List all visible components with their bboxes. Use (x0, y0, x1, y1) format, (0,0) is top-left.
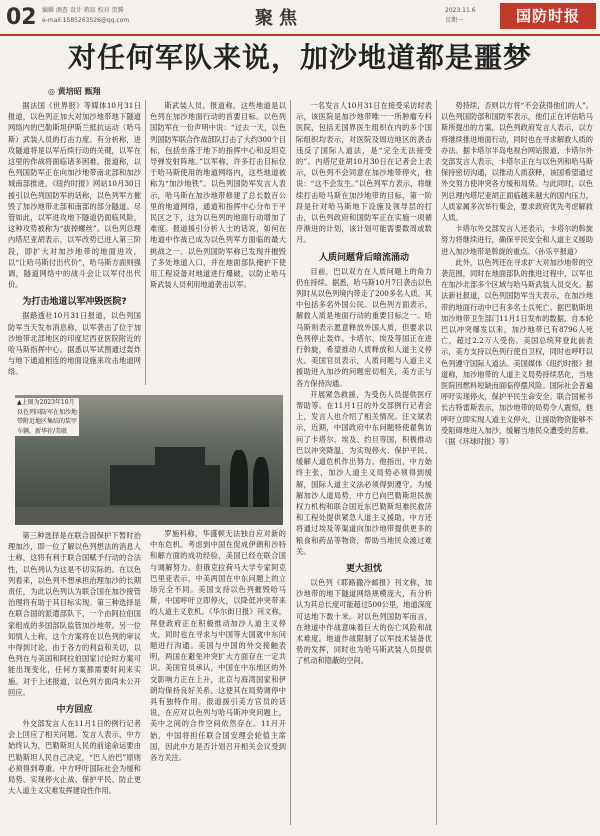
article-column-2-lower (150, 398, 286, 828)
paragraph: 据路透社10月31日报道，以色列国防军当天发布消息称，以军袭击了位于加沙地带北部地区的印度尼西亚医院附近的哈马斯指挥中心。据悉以军试图通过轰炸与地下通道相连的地面设施来攻击地道网络。 (8, 311, 141, 377)
column-divider (290, 100, 291, 825)
paragraph: 外交部发言人在11月1日的例行记者会上回应了相关问题。发言人表示，中方始终认为，巴勒斯坦人民的前途命运要由巴勒斯坦人民自己决定，“巴人治巴”原则必须得到尊重。中方呼吁国际社会为缓和局势、实现停火止战、保护平民、防止更大人道主义灾难发挥建设性作用。 (8, 719, 141, 796)
editors-line: 编辑 酒查 设计 蒋辰 校对 贺腾 (42, 7, 124, 14)
page-number: 02 (6, 5, 37, 30)
caption-text: 上图为2023年10月以色列国防军在加沙地带附近地区集结的装甲车辆。新华社/美联 (17, 399, 78, 435)
subheading: 中方回应 (56, 705, 93, 716)
photo-caption: ▲上图为2023年10月以色列国防军在加沙地带附近地区集结的装甲车辆。新华社/美联 (17, 399, 78, 435)
issue-date (445, 6, 476, 26)
article-column-2 (150, 100, 286, 388)
paragraph: 势持续，否则以方将“不会获得他们的人”。以色列国防部和国防军表示，他们正在评估哈马斯所提出的方案，以色列政府发言人表示，以方将继续推进地面行动，同时也在寻求解救人质的办法。据卡塔尔半岛电视台网站报道，卡塔尔外交部发言人表示，卡塔尔正在与以色列和哈马斯保持密切沟通，以推动人质获释，该国希望通过外交努力使冲突各方缓和局势。与此同时，以色列总理内塔尼亚胡正面临越来越大的国内压力，人质家属多次举行集会，要求政府优先考虑解救人质。 (441, 101, 593, 223)
article-column-1-lower (8, 530, 141, 828)
byline-authors: 黄培昭 甄翔 (57, 87, 101, 96)
article-column-4 (441, 100, 593, 828)
paragraph: 此外，以色列还在寻求扩大对加沙地带的空袭范围，同时在地面部队的推进过程中，以军也在加沙北部多个区域与哈马斯武装人员交火。据法新社报道，以色列国防军当天表示，在加沙地带的地面行动中已有多名士兵死亡。据巴勒斯坦加沙地带卫生部门11月1日发布的数据，自本轮巴以冲突爆发以来，加沙地带已有8796人死亡，超过2.2万人受伤。美国总统拜登此前表示，美方支持以色列行使自卫权，同时也呼吁以色列遵守国际人道法。美国媒体《纽约时报》报道称，加沙地带的人道主义局势持续恶化，当地医院因燃料短缺而面临停摆风险。国际社会普遍呼吁实现停火，保护平民生命安全。联合国秘书长古特雷斯表示，加沙地带的局势令人震惊，他呼吁立即实现人道主义停火，让援助物资能够不受阻碍地进入加沙，缓解当地民众遭受的苦难。（据《环球时报》等） (441, 257, 593, 447)
paragraph: 目前，巴以双方在人质问题上的角力仍在持续。据悉，哈马斯10月7日袭击以色列时从以色列境内带走了200多名人质，其中包括多名外国公民。以色列方面表示，解救人质是地面行动的重要目标之一。哈马斯则表示愿意释放外国人质，但要求以色列停止轰炸。卡塔尔、埃及等国正在进行斡旋，希望推动人质释放和人道主义停火。美国官员表示，人质问题与人道主义援助进入加沙的问题密切相关，美方正与各方保持沟通。 (296, 266, 432, 388)
editor-credits (42, 6, 129, 26)
paragraph: 据法国《世界报》等媒体10月31日报道，以色列正加大对加沙地带地下隧道网络内的巴勒斯坦伊斯兰抵抗运动（哈马斯）武装人员的打击力度。有分析称，进攻隧道将是以军后续行动的关键，以军在这里的作战将面临诸多困难。报道称，以色列国防军正在向加沙地带南北部和加沙城南部推进，《纽约时报》网站10月30日援引以色列国防军的话称，以色列军方摧毁了加沙地带北部和南部的部分隧道。尽管如此，以军进攻地下隧道仍面临风险，这种攻势被称为“拔掉螺丝”。以色列总理内塔尼亚胡表示，以军改势已进入第三阶段，即扩大对加沙地带的地面进攻，以“让哈马斯付出代价”，哈马斯方面则强调，隧道网络中的战斗会让以军付出代价。 (8, 101, 141, 290)
article-column-1 (8, 100, 141, 388)
paragraph: 卡塔尔外交部发言人还表示，卡塔尔的斡旋努力将继续进行，确保平民安全和人道主义援助进入加沙地带是斡旋的重点。（孙乐平报道） (441, 224, 593, 256)
paragraph: 第三种选择是在联合国保护下暂时治理加沙，即一位了解以色列想法的消息人士称，这将有利于联合国赋予行动的合法性，以色列认为这是不切实际的。在以色列看来，以色列不想承担治理加沙的长期责任，为此以色列认为联合国在加沙接管治理将有助于其目标实现。第三种选择是在联合国的派遣部队下，一个由阿拉伯国家组成的多国部队监管加沙地带。另一位知情人士称，这个方案将在以色列的审议中得到讨论，由于各方的利益和关切，以色列在与美国和阿拉伯国家讨论时方案可能出现变化，任何方案都需要时间来实施。对于上述报道，以色列方面尚未公开回应。 (8, 531, 141, 697)
paragraph: 以色列《耶路撒冷邮报》刊文称，加沙地带的地下隧道网络规模庞大，有分析认为其总长度可能超过500公里，地道深度可达地下数十米。对以色列国防军而言，在地道中作战意味着巨大的伤亡风险和战术难度。地道作战限制了以军技术装备优势的发挥，同时也为哈马斯武装人员提供了机动和隐蔽的空间。 (296, 577, 432, 666)
paragraph: 开展紧急救援，为受伤人员提供医疗帮助等。在11月1日的外交部例行记者会上，发言人也介绍了相关情况。汪文斌表示，近期，中国政府中东问题特使翟隽访问了卡塔尔、埃及、约旦等国，积极推动巴以冲突降温，为实现停火、保护平民、缓解人道危机作出努力。他指出，中方始终主张，加沙人道主义局势必须得到缓解，国际人道主义法必须得到遵守。为缓解加沙人道局势，中方已向巴勒斯坦民族权力机构和联合国近东巴勒斯坦难民救济和工程处提供紧急人道主义援助，中方还将通过埃及等渠道向加沙地带提供更多的粮食和药品等物资，帮助当地民众渡过难关。 (296, 389, 432, 556)
paragraph: 罗施科称，华盛顿无法独自应对新的中东危机。考虑到中国在促成伊朗和沙特和解方面的成功经验，美国已经在联合国与调解努力。但俄克拉荷马大学专家阿克巴里亚表示，中美两国在中东问题上的立场完全不同。美国支持以色列摧毁哈马斯，中国呼吁立即停火，以降低冲突带来的人道主义危机。《华尔街日报》刊文称，拜登政府正在积极推动加沙人道主义停火，同时也在寻求与中国等大国就中东问题进行沟通。美国与中国的外交接触表明，两国在避免冲突扩大方面存在一定共识。美国官员承认，中国在中东地区的外交影响力正在上升，北京与海湾国家和伊朗均保持良好关系，这使其在局势调停中具有独特作用。报道援引美方官员的话说，在应对以色列与哈马斯冲突问题上，美中之间的合作空间依然存在。11月开始，中国将担任联合国安理会轮值主席国，因此中方是否计划召开相关会议受到各方关注。 (150, 529, 286, 763)
column-divider (436, 100, 437, 825)
subheading: 为打击地道以军冲毁医院? (22, 297, 127, 308)
section-title: 聚焦 (255, 8, 303, 29)
date-line: 2023.11.6 (445, 7, 476, 14)
subheading: 人质问题背后暗流涌动 (318, 252, 409, 263)
article-byline: ◎ 黄培昭 甄翔 (48, 87, 101, 96)
email-line: e-mail:1585263526@qq.com (42, 17, 130, 24)
newspaper-masthead: 国防时报 (500, 3, 596, 29)
photo-spacer (150, 398, 286, 528)
article-headline: 对任何军队来说，加沙地道都是噩梦 (67, 41, 532, 74)
page-header (0, 0, 600, 36)
article-column-3 (296, 100, 432, 828)
paragraph: 一名发言人10月31日在接受采访时表示，该医院是加沙地带唯一一所肿瘤专科医院，包括无国界医生组织在内的多个国际组织均表示，对医院及周边地区的袭击违反了国际人道法，是“完全无法接受的”。内塔尼亚胡10月30日在记者会上表示，以色列不会同意在加沙地带停火，他说：“这不会发生。”以色列军方表示，将继续打击哈马斯在加沙地带的目标，第一阶段是针对哈马斯地下设施及领导层的打击，以色列政府和国防军正在实施一项循序渐进的计划，该计划可能需要数周或数月。 (296, 101, 432, 245)
paragraph: 斯武装人员。报道称，这些地道是以色列在加沙地面行动的首要目标。以色列国防军在一份声明中说：“过去一天，以色列国防军联合作战部队打击了大约300个目标，包括坐落于地下的指挥中心和反坦克导弹发射阵地。”以军称，许多打击目标位于哈马斯使用的地道网络内，这些地道被称为“加沙地铁”。以色列国防军发言人表示，哈马斯在加沙地带修建了总长数百公里的地道网络，通道和指挥中心分布于平民区之下，这为以色列的地面行动增加了难度。报道援引分析人士的话说，如何在地道中作战已成为以色列军方面临的最大挑战之一。以色列国防军称已发现并摧毁了多处地道入口，并在地面部队掩护下使用工程设备对地道进行爆破，以防止哈马斯武装人员利用地道袭击以军。 (150, 101, 286, 290)
weekday-line: 星期一 (445, 17, 464, 24)
subheading: 更大担忧 (345, 563, 382, 574)
column-divider (145, 100, 146, 385)
